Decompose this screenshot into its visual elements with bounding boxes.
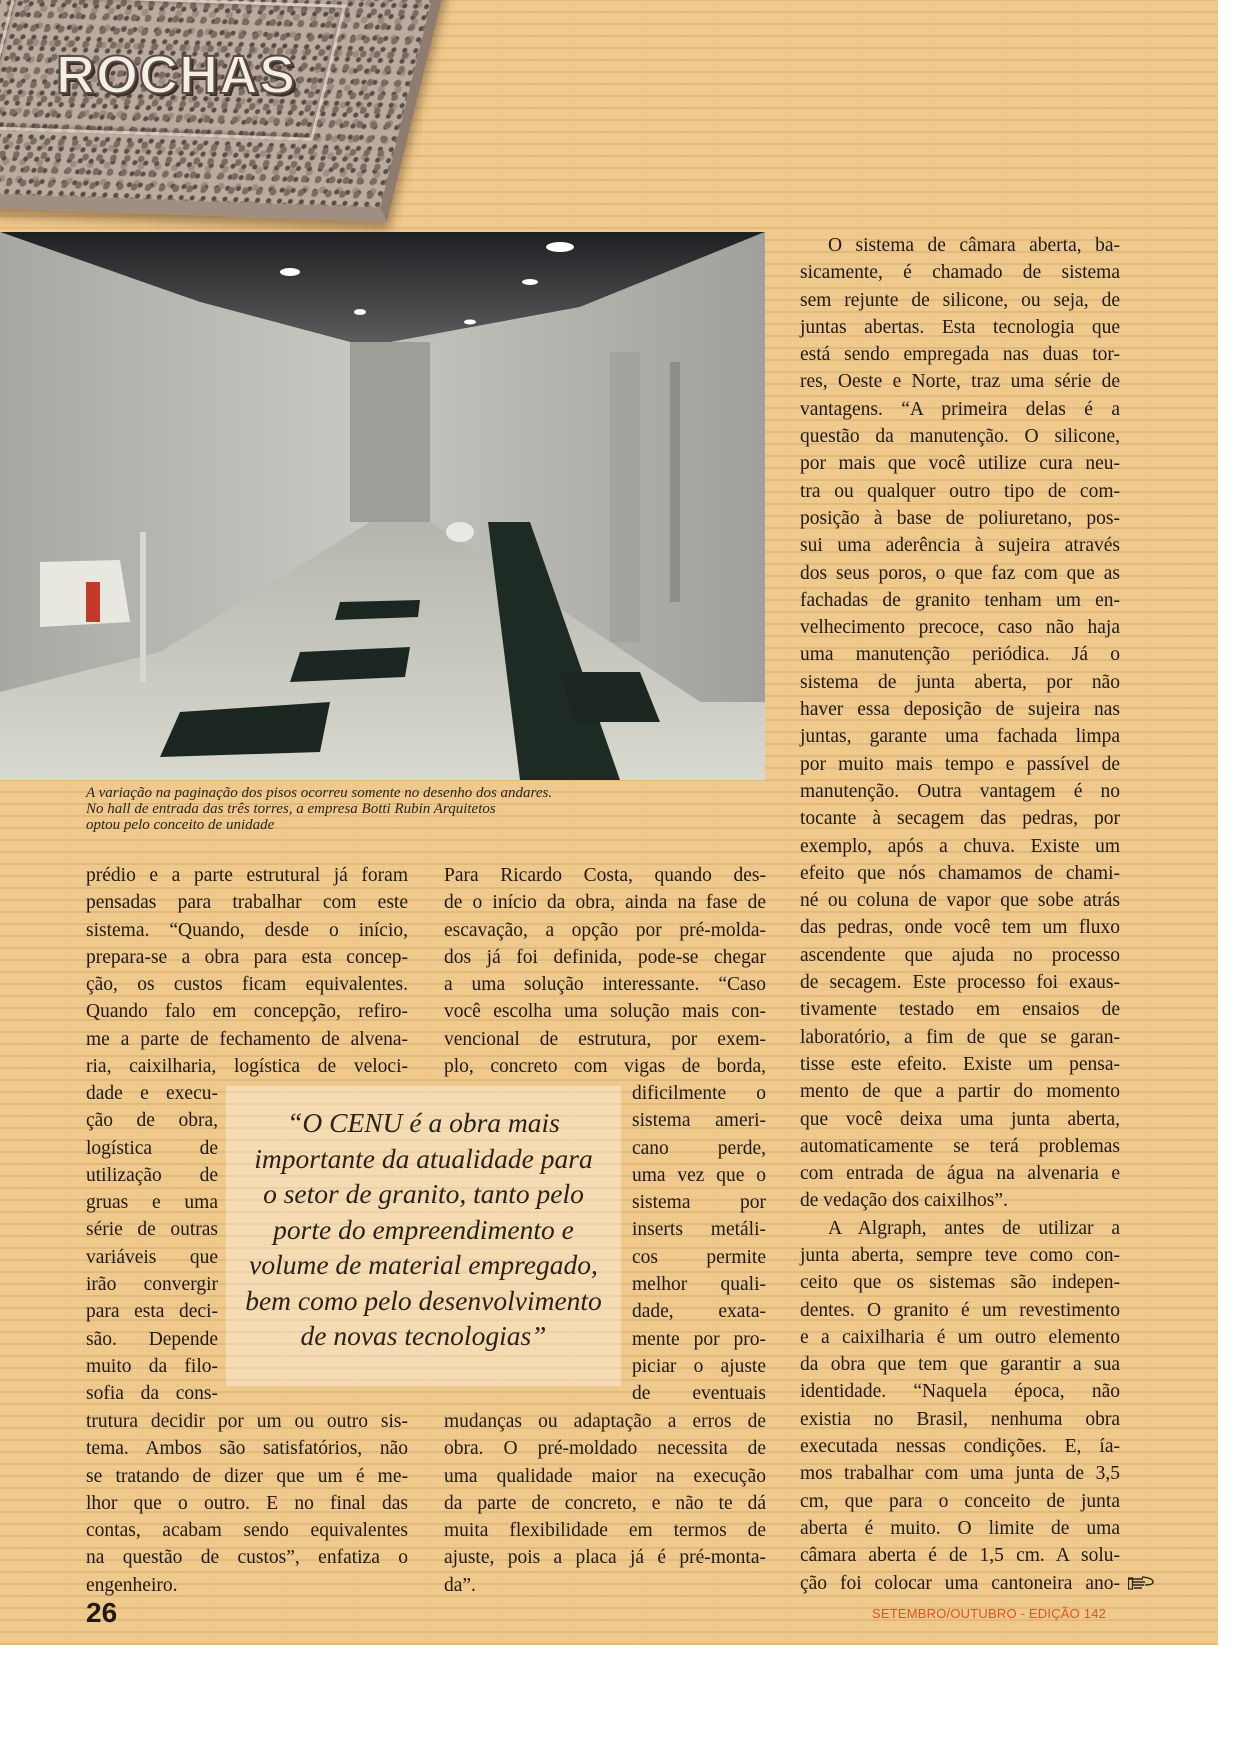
text-line: plo, concreto com vigas de borda, [444,1056,766,1078]
text-line: pensadas para trabalhar com este [86,892,408,914]
text-line: dos seus poros, o que faz com que as [800,562,1120,584]
page-number: 26 [86,1597,118,1628]
text-line: uma manutenção periódica. Já o [800,644,1120,666]
text-line: me a parte de fechamento de alvena- [86,1028,408,1050]
text-line: lhor que o outro. E no final das [86,1492,408,1514]
text-line: da parte de concreto, e não te dá [444,1492,766,1514]
text-line: sistema de junta aberta, por não [800,671,1120,693]
text-line: dos já foi definida, pode-se chegar [444,946,766,968]
text-line: trutura decidir por um ou outro sis- [86,1411,408,1432]
text-line: a uma solução interessante. “Caso [444,974,766,996]
text-line: ascendente que ajuda no processo [800,944,1120,966]
text-line: manutenção. Outra vantagem é no [800,780,1120,802]
text-line: piciar o ajuste [632,1355,766,1377]
column-2-bottom [444,1408,766,1599]
text-line: sem rejunte de silicone, ou seja, de [800,289,1120,311]
text-line: de o início da obra, ainda na fase de [444,892,766,914]
text-line: câmara aberta é de 1,5 cm. A solu- [800,1545,1120,1567]
text-line: na questão de custos”, enfatiza o [86,1547,408,1569]
text-line: da”. [444,1574,476,1596]
hallway-photo [0,232,765,780]
text-line: irão convergir [86,1274,218,1296]
text-line: executada nessas condições. E, ía- [800,1436,1120,1458]
text-line: por mais que você utilize cura neu- [800,453,1120,475]
text-line: dentes. O granito é um revestimento [800,1299,1120,1321]
issue-footer: SETEMBRO/OUTUBRO - EDIÇÃO 142 [872,1606,1107,1621]
text-line: mudanças ou adaptação a erros de [444,1411,766,1432]
text-line: dade, exata- [632,1301,766,1323]
text-line: juntas abertas. Esta tecnologia que [800,316,1120,338]
text-line: por muito mais tempo e passível de [800,753,1120,775]
granite-slab-graphic [0,0,450,222]
pull-quote-line: volume de material empregado, [249,1249,598,1280]
text-line: série de outras [86,1219,218,1241]
text-line: e a caixilharia é um outro elemento [800,1326,1120,1348]
text-line: juntas, garante uma fachada limpa [800,726,1120,748]
text-line: ção, os custos ficam equivalentes. [86,974,408,996]
text-line: res, Oeste e Norte, traz uma série de [800,371,1120,393]
text-line: muito da filo- [86,1355,218,1377]
text-line: cano perde, [632,1137,766,1159]
text-line: das pedras, onde você tem um fluxo [800,917,1120,939]
text-line: variáveis que [86,1246,218,1268]
column-1-top [86,862,408,1080]
text-line: uma vez que o [632,1164,766,1186]
text-line: sistema ameri- [632,1110,766,1132]
pull-quote-line: de novas tecnologias” [300,1320,547,1351]
text-line: sicamente, é chamado de sistema [800,262,1120,284]
text-line: ção foi colocar uma cantoneira ano- [800,1572,1120,1594]
text-line: laboratório, a fim de que se garan- [800,1026,1120,1048]
pull-quote-line: importante da atualidade para [254,1142,593,1174]
text-line: Para Ricardo Costa, quando des- [444,865,766,886]
text-line: Quando falo em concepção, refiro- [86,1001,408,1023]
text-line: tocante à secagem das pedras, por [800,808,1120,830]
text-line: efeito que nós chamamos de chami- [800,862,1120,884]
hallway-photo-icon [0,232,765,780]
text-line: de secagem. Este processo foi exaus- [800,972,1120,994]
text-line: mento de que a partir do momento [800,1081,1120,1103]
text-line: questão da manutenção. O silicone, [800,426,1120,448]
text-line: são. Depende [86,1328,218,1350]
text-line: ção de obra, [86,1110,218,1132]
text-line: mente por pro- [632,1328,766,1350]
text-line: ria, caixilharia, logística de veloci- [86,1056,408,1078]
pull-quote-line: bem como pelo desenvolvimento [245,1284,602,1316]
text-line: prédio e a parte estrutural já foram [86,865,408,886]
text-line: você escolha uma solução mais con- [444,1001,766,1023]
text-line: utilização de [86,1164,218,1186]
text-line: se tratando de dizer que um é me- [86,1465,408,1487]
text-line: tema. Ambos são satisfatórios, não [86,1438,408,1460]
text-line: que você deixa uma junta aberta, [800,1108,1120,1130]
column-1-narrow [86,1080,218,1408]
pull-quote-line: “O CENU é a obra mais [287,1107,560,1138]
text-line: tra ou qualquer outro tipo de com- [800,480,1120,502]
text-line: ajuste, pois a placa já é pré-monta- [444,1547,766,1569]
text-line: prepara-se a obra para esta concep- [86,946,408,968]
text-line: está sendo empregada nas duas tor- [800,344,1120,366]
text-line: mos trabalhar com uma junta de 3,5 [800,1463,1120,1485]
text-line: da obra que tem que garantir a sua [800,1354,1120,1376]
text-line: tivamente testado em ensaios de [800,999,1120,1021]
text-line: existia no Brasil, nenhuma obra [800,1408,1120,1430]
pull-quote-line: porte do empreendimento e [273,1213,574,1245]
pull-quote-line: o setor de granito, tanto pelo [263,1178,584,1209]
pointing-hand-icon [1128,1573,1154,1591]
text-line: engenheiro. [86,1574,178,1596]
column-2-narrow [632,1080,766,1408]
text-line: melhor quali- [632,1274,766,1296]
text-line: obra. O pré-moldado necessita de [444,1438,766,1460]
caption-line: A variação na paginação dos pisos ocorreu somente no desenho dos andares. [86,785,553,801]
column-3 [800,232,1120,1597]
text-line: velhecimento precoce, caso não haja [800,617,1120,639]
text-line: A Algraph, antes de utilizar a [828,1217,1120,1239]
text-line: haver essa deposição de sujeira nas [800,699,1120,721]
text-line: tisse este efeito. Existe um pensa- [800,1053,1120,1075]
text-line: de vedação dos caixilhos”. [800,1190,1008,1212]
text-line: exemplo, após a chuva. Existe um [800,835,1120,857]
text-line: gruas e uma [86,1192,218,1214]
text-line: fachadas de granito tenham um en- [800,589,1120,611]
photo-caption [86,785,726,833]
text-line: identidade. “Naquela época, não [800,1381,1120,1403]
text-line: né ou coluna de vapor que sobe atrás [800,890,1120,912]
text-line: vantagens. “A primeira delas é a [800,398,1120,420]
text-line: para esta deci- [86,1301,218,1323]
column-1-bottom [86,1408,408,1599]
pull-quote [226,1105,621,1354]
text-line: cm, que para o conceito de junta [800,1490,1120,1512]
text-line: com entrada de água na alvenaria e [800,1163,1120,1185]
text-line: dificilmente o [632,1083,766,1104]
text-line: sofia da cons- [86,1383,218,1405]
text-line: sui uma aderência à sujeira através [800,535,1120,557]
section-logo: ROCHAS [56,45,297,105]
text-line: sistema por [632,1192,766,1214]
text-line: posição à base de poliuretano, pos- [800,507,1120,529]
text-line: automaticamente se terá problemas [800,1135,1120,1157]
text-line: uma qualidade maior na execução [444,1465,766,1487]
text-line: de eventuais [632,1383,766,1405]
text-line: dade e execu- [86,1083,218,1104]
text-line: vencional de estrutura, por exem- [444,1028,766,1050]
caption-line: optou pelo conceito de unidade [86,817,275,833]
text-line: escavação, a opção por pré-molda- [444,919,766,941]
text-line: sistema. “Quando, desde o início, [86,919,408,941]
text-line: logística de [86,1137,218,1159]
text-line: aberta é muito. O limite de uma [800,1517,1120,1539]
text-line: ceito que os sistemas são indepen- [800,1272,1120,1294]
caption-line: No hall de entrada das três torres, a empresa Botti Rubin Arquitetos [86,801,496,817]
text-line: junta aberta, sempre teve como con- [800,1244,1120,1266]
text-line: inserts metáli- [632,1219,766,1241]
text-line: cos permite [632,1246,766,1268]
text-line: O sistema de câmara aberta, ba- [828,235,1120,256]
text-line: contas, acabam sendo equivalentes [86,1520,408,1542]
text-line: muita flexibilidade em termos de [444,1520,766,1542]
column-2-top [444,862,766,1080]
